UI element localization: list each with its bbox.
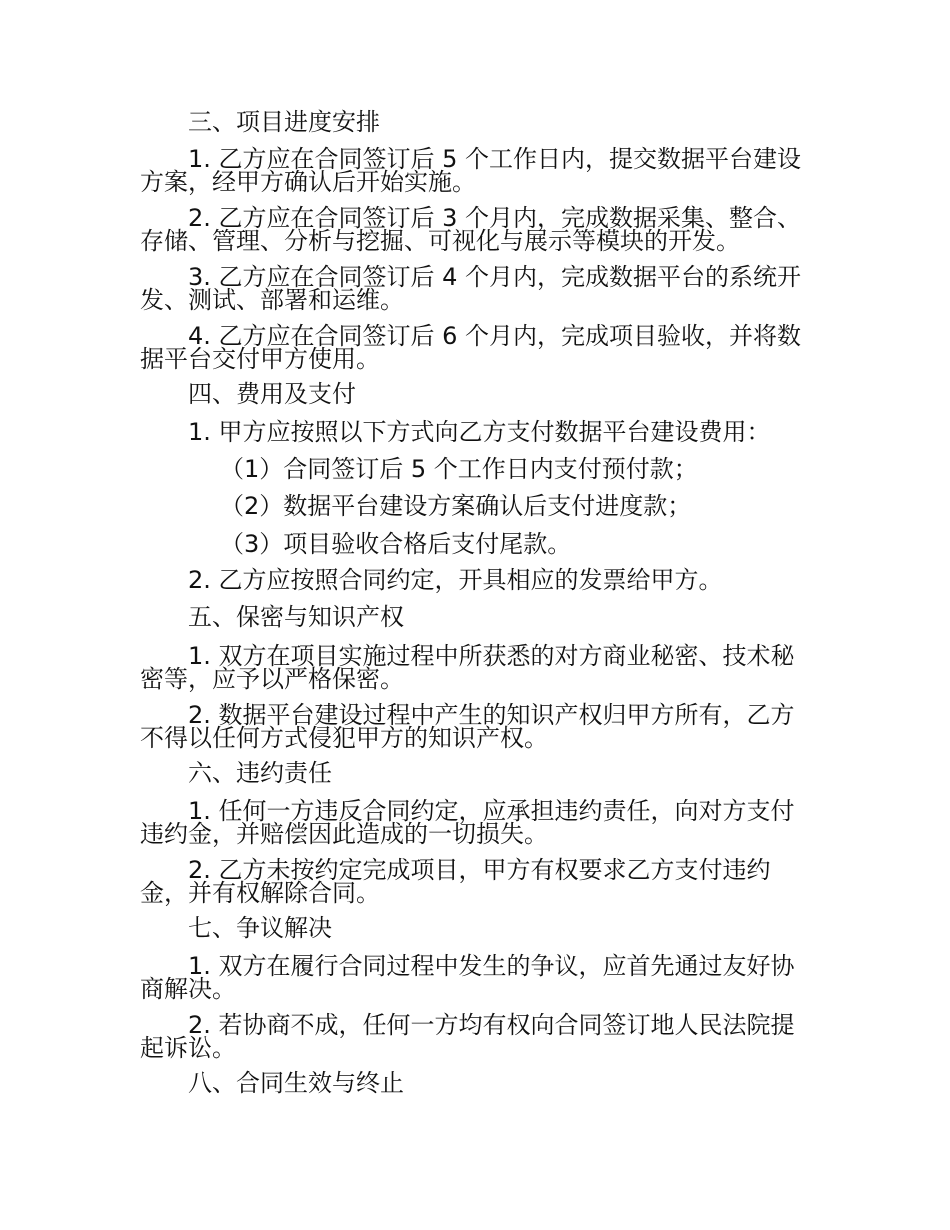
paragraph-line: 1. 双方在履行合同过程中发生的争议，应首先通过友好协 [188,952,795,980]
paragraph-line: 2. 若协商不成，任何一方均有权向合同签订地人民法院提 [188,1011,795,1039]
paragraph-line: 2. 乙方未按约定完成项目，甲方有权要求乙方支付违约 [188,856,771,884]
sub-item: （1）合同签订后 5 个工作日内支付预付款； [220,455,698,483]
section-heading: 五、保密与知识产权 [188,603,404,631]
paragraph-line: 1. 双方在项目实施过程中所获悉的对方商业秘密、技术秘 [188,642,795,670]
paragraph-line: 4. 乙方应在合同签订后 6 个月内，完成项目验收，并将数 [188,322,802,350]
paragraph-line: 1. 乙方应在合同签订后 5 个工作日内，提交数据平台建设 [188,145,802,173]
sub-item: （2）数据平台建设方案确认后支付进度款； [220,492,692,520]
paragraph-line: 发、测试、部署和运维。 [140,286,404,314]
paragraph-line: 2. 乙方应在合同签订后 3 个月内，完成数据采集、整合、 [188,204,802,232]
section-heading: 七、争议解决 [188,914,332,942]
paragraph-line: 密等，应予以严格保密。 [140,665,404,693]
section-heading: 四、费用及支付 [188,380,356,408]
paragraph-line: 1. 甲方应按照以下方式向乙方支付数据平台建设费用： [188,418,771,446]
section-heading: 八、合同生效与终止 [188,1069,404,1097]
paragraph-line: 1. 任何一方违反合同约定，应承担违约责任，向对方支付 [188,797,795,825]
section-heading: 三、项目进度安排 [188,108,380,136]
sub-item: （3）项目验收合格后支付尾款。 [220,530,572,558]
paragraph-line: 存储、管理、分析与挖掘、可视化与展示等模块的开发。 [140,227,740,255]
section-heading: 六、违约责任 [188,759,332,787]
paragraph-line: 金，并有权解除合同。 [140,879,380,907]
paragraph-line: 方案，经甲方确认后开始实施。 [140,168,476,196]
paragraph-line: 3. 乙方应在合同签订后 4 个月内，完成数据平台的系统开 [188,263,802,291]
paragraph-line: 不得以任何方式侵犯甲方的知识产权。 [140,724,548,752]
paragraph-line: 2. 乙方应按照合同约定，开具相应的发票给甲方。 [188,566,723,594]
paragraph-line: 违约金，并赔偿因此造成的一切损失。 [140,820,548,848]
paragraph-line: 商解决。 [140,975,236,1003]
paragraph-line: 据平台交付甲方使用。 [140,345,380,373]
paragraph-line: 起诉讼。 [140,1034,236,1062]
paragraph-line: 2. 数据平台建设过程中产生的知识产权归甲方所有，乙方 [188,701,795,729]
